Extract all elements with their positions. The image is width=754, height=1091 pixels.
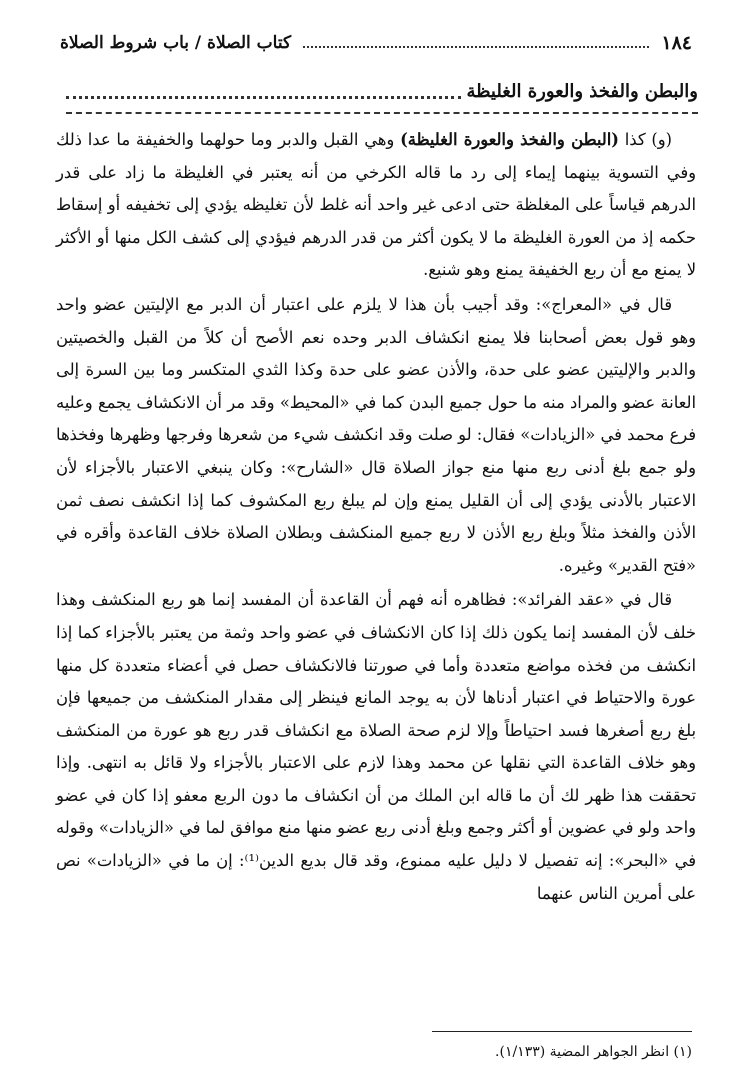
- section-dotted-leader: [66, 96, 461, 99]
- section-divider: [66, 112, 698, 114]
- main-text: [56, 124, 696, 910]
- paragraph-text: قال في «المعراج»: وقد أجيب بأن هذا لا يلزم على اعتبار أن الدبر مع الإليتين عضو واحد وهو قول بعض أصحابنا فلا يمنع انكشاف الدبر وحده نعم الأصح أن كلاً من القبل والخصيتين والدبر والإليتين عضو على حدة، والأذن عضو على حدة وكذا الثدي المتكسر وما بين السرة إلى العانة عضو والمراد منه ما حول جميع البدن كما في «المحيط» وقد مر أن الانكشاف يجمع وعليه فرع محمد في «الزيادات» فقال: لو صلت وقد انكشف شيء من شعرها وفرجها وظهرها وفخذها ولو جمع بلغ أدنى ربع منها منع جواز الصلاة قال «الشارح»: وكان ينبغي الاعتبار بالأجزاء لأن الاعتبار بالأدنى يؤدي إلى أن القليل يمنع وإن لم يبلغ ربع المكشوف كما إذا انكشف نصف ثمن الأذن والفخذ مثلاً وبلغ ربع الأذن لا ربع جميع المنكشف وبطلان الصلاة خلاف القاعدة وأقره في «فتح القدير» وغيره.: [56, 294, 696, 575]
- section-title: والبطن والفخذ والعورة الغليظة: [466, 80, 698, 102]
- paragraph-text: (و) كذا: [618, 130, 672, 149]
- paragraph-text-footnote-ref: ⁽¹⁾: إن ما في «الزيادات» نص على أمرين الناس عنهما: [56, 851, 696, 903]
- paragraph-text: قال في «عقد الفرائد»: فظاهره أنه فهم أن القاعدة أن المفسد إنما هو ربع المنكشف وهذا خلف لأن المفسد إنما يكون ذلك إذا كان الانكشاف في عضو واحد وثمة من يعتبر بالأجزاء كما إذا انكشف من فخذه مواضع متعددة وأما في صورتنا فالانكشاف حصل في أعضاء متعددة كل منها عورة والاحتياط في اعتبار أدناها لأن به يوجد المانع فينظر إلى مقدار المنكشف من جميعها فإن بلغ ربع أصغرها فسد احتياطاً وإلا لزم صحة الصلاة مع انكشاف قدر ربع هو عورة من المنكشف وهو خلاف القاعدة التي نقلها عن محمد وهذا لازم على الاعتبار بالأجزاء ولا قائل به انتهى. وإذا تحققت هذا ظهر لك أن ما قاله ابن الملك من أن انكشاف ما دون الربع معفو إذا كان في عضو واحد ولو في عضوين أو أكثر وجمع وبلغ أدنى ربع عضو منها منع موافق لما في «الزيادات» وقوله في «البحر»: إنه تفصيل لا دليل عليه ممنوع، وقد قال بديع الدين: [56, 590, 696, 871]
- section-heading: [66, 76, 698, 106]
- paragraph: [56, 289, 696, 582]
- quoted-matn: (البطن والفخذ والعورة الغليظة): [400, 130, 619, 149]
- paragraph: [56, 124, 696, 287]
- header-dotted-leader: [303, 46, 649, 48]
- footnote-divider: [432, 1031, 692, 1032]
- page-number: ١٨٤: [661, 32, 692, 54]
- paragraph: [56, 584, 696, 910]
- paragraph-text: وهي القبل والدبر وما حولهما والخفيفة ما عدا ذلك وفي التسوية بينهما إيماء إلى رد ما قاله الكرخي من أنه يعتبر في الغليظة ما زاد على قدر الدرهم قياساً على المغلظة حتى ادعى غير واحد أنه غلط لأن تغليظه يؤدي إلى تخفيفه أو إسقاط حكمه إذ من العورة الغليظة ما لا يكون أكثر من قدر الدرهم فيؤدي إلى كشف الكل منها أو الأكثر لا يمنع مع أن ربع الخفيفة يمنع وهو شنيع.: [56, 130, 696, 280]
- page-header: [60, 28, 692, 58]
- footnote: (١) انظر الجواهر المضية (١/١٣٣).: [495, 1044, 692, 1060]
- running-title: كتاب الصلاة / باب شروط الصلاة: [60, 33, 292, 53]
